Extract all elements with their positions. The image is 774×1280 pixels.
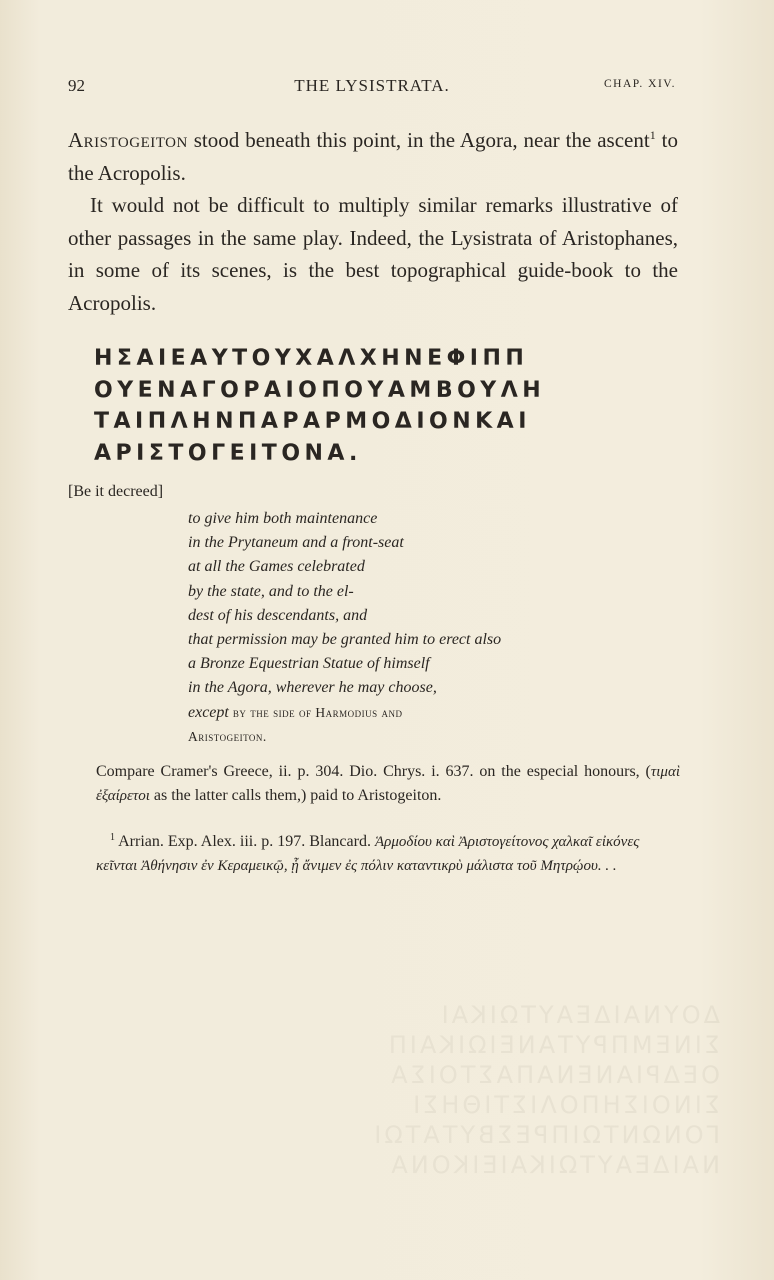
paragraph-text: stood beneath this point, in the Agora, near the ascent xyxy=(187,128,650,152)
page-number: 92 xyxy=(68,76,85,95)
footnote-paragraph xyxy=(96,830,680,878)
footnote-text: Arrian. Exp. Alex. iii. p. 197. Blancard. xyxy=(115,833,375,850)
inscription-line: ΤΑΙΠΛΗΝΠΑΡΑΡΜΟΔΙΟΝΚΑΙ xyxy=(94,409,531,434)
footnote-ref[interactable]: 1 xyxy=(649,128,656,142)
name-smallcaps: Aristogeiton xyxy=(68,128,188,152)
bleed-through-text: ΔΟΥΝΑΙΔΕΑΥΤΩΙΚΑΙ ΣΙΝΕΜΠΡΥΤΑΝΕΙΩΙΚΑΙΠ ΟΕΔΡΙΑΝΕΝΑΠΑΣΤΟΙΣΑ ΣΙΝΟΙΣΗΠΟΛΙΣΤΙΘΗΣΙ ΓΟΝΩΝΤΩΙΠΡΕΣΒΥΤΑΤΩΙ ΝΑΙΔΕΑΥΤΩΙΚΑΙΕΙΚΟΝΑ xyxy=(371,1001,720,1179)
compare-text: Compare Cramer's Greece, ii. p. 304. Dio. Chrys. i. 637. on the especial honours, ( xyxy=(96,763,651,780)
greek-quotation: Ἁρμοδίου καὶ Ἀριστογείτονος χαλκαῖ εἰκόνες κεῖνται Ἀθήνησιν ἐν Κεραμεικῷ, ᾗ ἄνιμεν ἐς πόλιν καταντικρὺ μάλιστα τοῦ Μητρῴου. . . xyxy=(96,834,640,874)
translation-smallcaps: by the side of Harmodius and xyxy=(232,704,403,720)
inscription-line: ΟΥΕΝΑΓΟΡΑΙΟΠΟΥΑΜΒΟΥΛΗ xyxy=(94,377,546,403)
compare-note xyxy=(96,760,680,808)
translation-italic: except xyxy=(188,703,233,721)
paragraph-text: to the Acropolis. xyxy=(68,128,678,185)
footnote-marker: 1 xyxy=(110,832,115,843)
greek-phrase: τιμαὶ ἐξαίρετοι xyxy=(96,764,680,804)
compare-paragraph xyxy=(96,760,680,808)
translation-line: a Bronze Equestrian Statue of himself xyxy=(188,655,430,673)
translation-smallcaps: Aristogeiton. xyxy=(188,728,267,744)
translation-line: that permission may be granted him to erect also xyxy=(188,631,502,649)
translation-line: by the state, and to the el- xyxy=(188,582,354,600)
translation-line: to give him both maintenance xyxy=(188,510,378,527)
main-text xyxy=(68,124,678,319)
running-header xyxy=(68,76,676,98)
chapter-label: CHAP. XIV. xyxy=(604,78,676,90)
running-title: THE LYSISTRATA. xyxy=(294,76,450,95)
translation-line: dest of his descendants, and xyxy=(188,606,368,624)
translation-line xyxy=(188,725,628,749)
inscription-line: ΗΣΑΙΕΑΥΤΟΥΧΑΛΧΗΝΕΦΙΠΠ xyxy=(94,346,529,371)
paragraph xyxy=(68,124,678,189)
footnote xyxy=(96,830,680,878)
translation-line: at all the Games celebrated xyxy=(188,558,365,576)
translation-heading: [Be it decreed] xyxy=(68,483,164,500)
greek-inscription xyxy=(94,343,654,469)
translation-line: in the Prytaneum and a front-seat xyxy=(188,534,404,552)
translation-block xyxy=(188,507,628,749)
translation-line xyxy=(188,701,628,725)
compare-text: as the latter calls them,) paid to Aristogeiton. xyxy=(149,787,442,804)
inscription-line: ΑΡΙΣΤΟΓΕΙΤΟΝΑ. xyxy=(94,440,362,466)
translation-line: in the Agora, wherever he may choose, xyxy=(188,679,437,697)
paragraph: It would not be difficult to multiply similar remarks illustrative of other passages in the same play. Indeed, the Lysistrata of Aristophanes, in some of its scenes, is the best topographical guide-book to the Acropolis. xyxy=(68,193,678,315)
